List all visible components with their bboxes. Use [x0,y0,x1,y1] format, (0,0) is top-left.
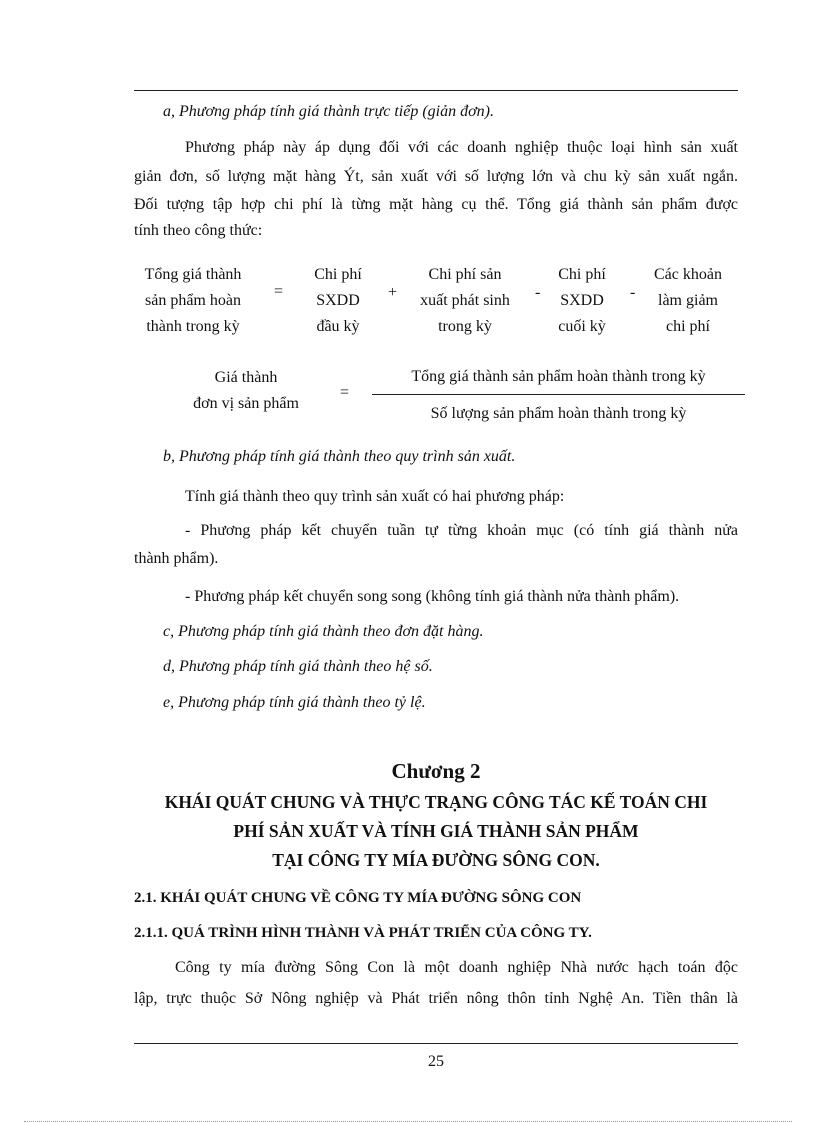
section-b-heading: b, Phương pháp tính giá thành theo quy trình sản xuất. [163,448,516,465]
paragraph-line: giản đơn, số lượng mặt hàng Ýt, sản xuất với số lượng lớn và chu kỳ sản xuất ngắn. [134,168,738,185]
formula-opening-wip-term: Chi phí SXDD đầu kỳ [314,266,362,335]
formula-closing-wip-term: Chi phí SXDD cuối kỳ [558,266,606,335]
list-item-continuation: thành phẩm). [134,550,219,567]
footer-rule [134,1043,738,1044]
chapter-title-line: TẠI CÔNG TY MÍA ĐƯỜNG SÔNG CON. [272,850,600,870]
paragraph-line: lập, trực thuộc Sở Nông nghiệp và Phát triển nông thôn tỉnh Nghệ An. Tiền thân là [134,990,738,1007]
section-a-heading: a, Phương pháp tính giá thành trực tiếp (giản đơn). [163,103,494,120]
fraction-denominator: Số lượng sản phẩm hoàn thành trong kỳ [430,405,687,422]
section-b-intro: Tính giá thành theo quy trình sản xuất có hai phương pháp: [185,488,565,505]
equals-sign: = [274,283,284,300]
formula-reductions-term: Các khoản làm giảm chi phí [654,266,722,335]
chapter-title-line: PHÍ SẢN XUẤT VÀ TÍNH GIÁ THÀNH SẢN PHẨM [233,821,639,841]
page-edge-dotted-line [24,1121,792,1122]
formula-total-cost-term: Tổng giá thành sản phẩm hoàn thành trong kỳ [144,266,242,335]
page-number: 25 [428,1053,444,1070]
section-c-heading: c, Phương pháp tính giá thành theo đơn đặt hàng. [163,623,484,640]
chapter-label: Chương 2 [391,759,481,783]
minus-sign: - [535,284,541,301]
minus-sign: - [630,284,636,301]
equals-sign: = [340,384,350,401]
section-heading-2-1: 2.1. KHÁI QUÁT CHUNG VỀ CÔNG TY MÍA ĐƯỜNG SÔNG CON [134,890,582,906]
formula-production-cost-term: Chi phí sản xuất phát sinh trong kỳ [420,266,510,335]
list-item: - Phương pháp kết chuyển song song (không tính giá thành nửa thành phẩm). [185,588,680,605]
section-e-heading: e, Phương pháp tính giá thành theo tỷ lệ. [163,694,426,711]
formula-unit-cost-term: Giá thành đơn vị sản phẩm [193,369,299,412]
header-rule [134,90,738,91]
plus-sign: + [388,284,398,301]
list-item: - Phương pháp kết chuyển tuần tự từng khoản mục (có tính giá thành nửa [185,522,738,539]
paragraph-line: Đối tượng tập hợp chi phí là từng mặt hàng cụ thể. Tổng giá thành sản phẩm được [134,196,738,213]
paragraph-line: tính theo công thức: [134,222,263,239]
section-heading-2-1-1: 2.1.1. QUÁ TRÌNH HÌNH THÀNH VÀ PHÁT TRIỂN CỦA CÔNG TY. [134,925,592,941]
section-d-heading: d, Phương pháp tính giá thành theo hệ số. [163,658,433,675]
chapter-title-line: KHÁI QUÁT CHUNG VÀ THỰC TRẠNG CÔNG TÁC KẾ TOÁN CHI [164,792,708,812]
paragraph-line: Phương pháp này áp dụng đối với các doanh nghiệp thuộc loại hình sản xuất [185,139,738,156]
fraction-numerator: Tổng giá thành sản phẩm hoàn thành trong kỳ [411,368,706,385]
fraction-bar [372,394,745,395]
paragraph-line: Công ty mía đường Sông Con là một doanh nghiệp Nhà nước hạch toán độc [175,959,738,976]
